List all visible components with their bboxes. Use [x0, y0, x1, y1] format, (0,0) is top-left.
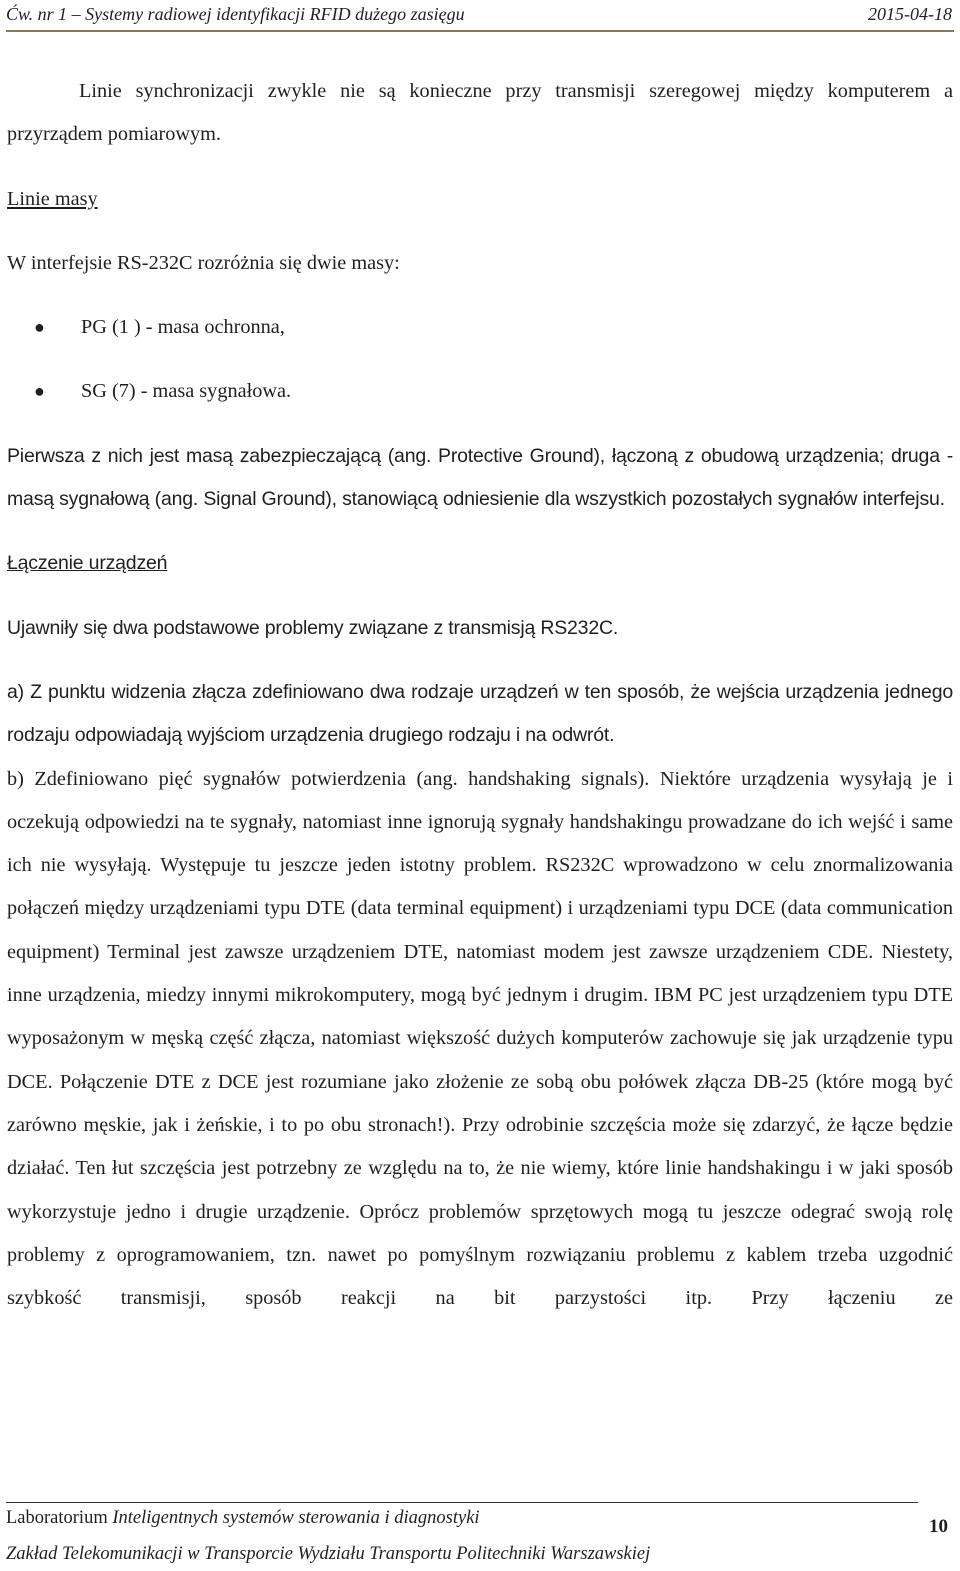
paragraph-interfejs: W interfejsie RS-232C rozróżnia się dwie masy: — [7, 251, 400, 274]
header-title: Ćw. nr 1 – Systemy radiowej identyfikacji RFID dużego zasięgu — [6, 4, 465, 24]
footer-department: Zakład Telekomunikacji w Transporcie Wydziału Transportu Politechniki Warszawskiej — [6, 1544, 651, 1564]
bullet-icon: ● — [34, 381, 45, 402]
header-date: 2015-04-18 — [868, 4, 952, 24]
paragraph-b: b) Zdefiniowano pięć sygnałów potwierdzenia (ang. handshaking signals). Niektóre urządzenia wysyłają je i oczekują odpowiedzi na te sygnały, natomiast inne ignorują sygnały handshakingu prowadzane do ich wejść i same ich nie wysyłają. Występuje tu jeszcze jeden istotny problem. RS232C wprowadzono w celu znormalizowania połączeń między urządzeniami typu DTE (data terminal equipment) i urządzeniami typu DCE (data communication equipment) Terminal jest zawsze urządzeniem DTE, natomiast modem jest zawsze urządzeniem CDE. Niestety, inne urządzenia, miedzy innymi mikrokomputery, mogą być jednym i drugim. IBM PC jest urządzeniem typu DTE wyposażonym w męską część złącza, natomiast większość dużych komputerów zachowuje się jak urządzenie typu DCE. Połączenie DTE z DCE jest rozumiane jako złożenie ze sobą obu połówek złącza DB-25 (które mogą być zarówno męskie, jak i żeńskie, i to po obu stronach!). Przy odrobinie szczęścia może się zdarzyć, że łącze będzie działać. Ten łut szczęścia jest potrzebny ze względu na to, że nie wiemy, które linie handshakingu i w jaki sposób wykorzystuje jedno i drugie urządzenie. Oprócz problemów sprzętowych mogą tu jeszcze odegrać swoją rolę problemy z oprogramowaniem, tzn. nawet po pomyślnym rozwiązaniu problemu z kablem trzeba uzgodnić szybkość transmisji, sposób reakcji na bit parzystości itp. Przy łączeniu ze — [7, 767, 953, 1310]
page-header — [6, 0, 954, 32]
paragraph-a: a) Z punktu widzenia złącza zdefiniowano dwa rodzaje urządzeń w ten sposób, że wejścia urządzenia jednego rodzaju odpowiadają wyjściom urządzenia drugiego rodzaju i na odwrót. — [7, 680, 953, 747]
paragraph-pierwsza: Pierwsza z nich jest masą zabezpieczającą (ang. Protective Ground), łączoną z obudową urządzenia; druga - masą sygnałową (ang. Signal Ground), stanowiącą odniesienie dla wszystkich pozostałych sygnałów interfejsu. — [7, 444, 953, 511]
bullet-icon: ● — [34, 317, 45, 338]
document-body — [7, 70, 953, 1320]
heading-laczenie: Łączenie urządzeń — [7, 552, 168, 575]
footer-divider — [6, 1502, 918, 1503]
paragraph-sync: Linie synchronizacji zwykle nie są konieczne przy transmisji szeregowej między komputerem a przyrządem pomiarowym. — [7, 80, 953, 146]
list-item-text: SG (7) - masa sygnałowa. — [81, 380, 292, 403]
footer-lab-name: Inteligentnych systemów sterowania i diagnostyki — [112, 1508, 480, 1528]
page-number: 10 — [929, 1516, 948, 1537]
footer-lab-prefix: Laboratorium — [6, 1508, 108, 1528]
list-item — [7, 370, 953, 413]
heading-linie-masy: Linie masy — [7, 187, 98, 210]
footer-lab — [6, 1504, 480, 1532]
list-item-text: PG (1 ) - masa ochronna, — [81, 316, 285, 339]
list-item — [7, 306, 953, 349]
paragraph-ujawnily: Ujawniły się dwa podstawowe problemy związane z transmisją RS232C. — [7, 616, 619, 639]
